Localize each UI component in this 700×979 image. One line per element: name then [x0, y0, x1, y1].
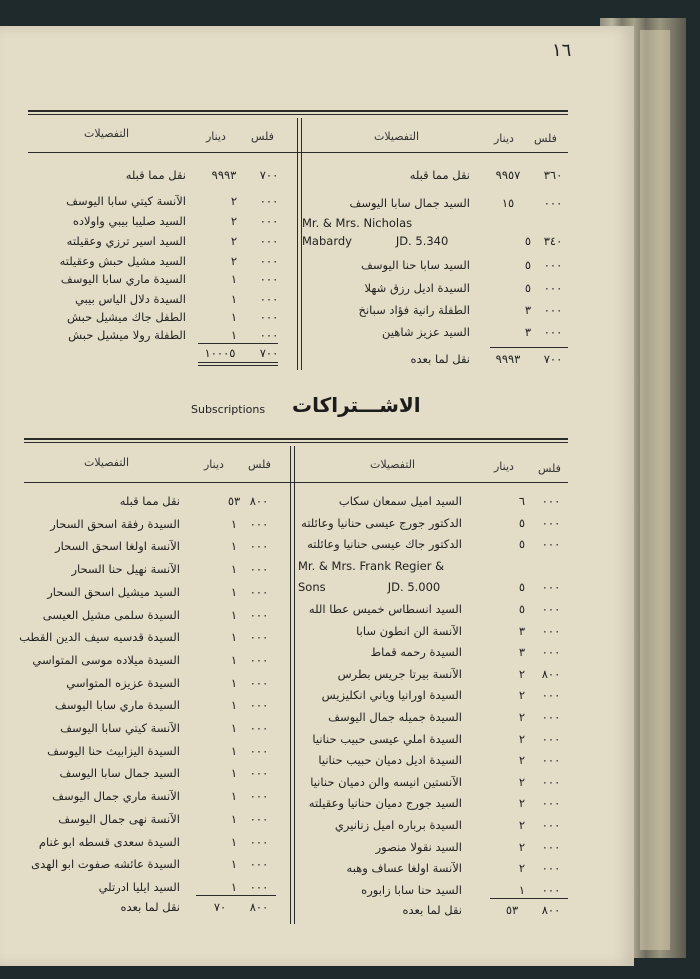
- table-row: [302, 168, 570, 186]
- fils-cell: ٠٠٠: [259, 310, 279, 324]
- dinar-cell: ٢: [518, 731, 526, 746]
- table-row: [296, 818, 568, 836]
- dinar-cell: ١: [230, 743, 238, 758]
- dinar-cell: ١٥: [501, 196, 515, 210]
- table-row: [24, 721, 290, 739]
- detail-cell: السيد جورج دميان حنانيا وعقيلته: [308, 796, 462, 811]
- total-row: [24, 900, 290, 918]
- fils-cell: ٠٠٠: [541, 602, 561, 616]
- table-row: [302, 234, 570, 252]
- detail-cell: السيد حنا سابا زابوره: [361, 882, 462, 897]
- detail-cell: الطفل جاك ميشيل حبش: [66, 310, 186, 324]
- fils-cell: ٠٠٠: [249, 857, 269, 872]
- table-row: [302, 303, 570, 321]
- table-row: [24, 539, 290, 557]
- top-right-dinar-header: دينار: [494, 132, 514, 145]
- table-row: [24, 517, 290, 535]
- table-row: [24, 494, 290, 512]
- detail-cell: السيد اميل سمعان سكاب: [338, 494, 462, 508]
- fils-cell: ٠٠٠: [541, 796, 561, 811]
- detail-cell: السيدة برباره اميل زنانيري: [334, 818, 462, 832]
- bottom-table-divider-a: [290, 446, 291, 924]
- fils-cell: ٣٦٠: [543, 168, 563, 182]
- bottom-table-rule-2: [24, 442, 568, 443]
- table-row: [302, 258, 570, 276]
- fils-cell: ٠٠٠: [249, 766, 269, 781]
- dinar-cell: ١: [230, 272, 238, 286]
- table-row: [302, 196, 570, 214]
- detail-cell: السيدة اديل دميان حبيب حنانيا: [318, 753, 462, 768]
- fils-cell: ٠٠٠: [541, 710, 561, 724]
- fils-cell: ٠٠٠: [541, 494, 561, 508]
- fils-cell: ٠٠٠: [249, 584, 269, 599]
- dinar-cell: ٢: [230, 214, 238, 228]
- table-row: [296, 840, 568, 858]
- table-row: [28, 194, 296, 212]
- fils-cell: ٠٠٠: [249, 562, 269, 577]
- table-row: [296, 602, 568, 620]
- table-row: [296, 775, 568, 793]
- detail-cell: السيدة اديل رزق شهلا: [364, 281, 470, 295]
- detail-cell: الطفلة رانية فؤاد سبانخ: [358, 303, 470, 317]
- dinar-cell: ٢: [518, 861, 526, 876]
- dinar-cell: ٥٣: [505, 903, 519, 917]
- detail-cell: السيدة رحمه قماط: [370, 645, 462, 660]
- dinar-cell: ٥: [524, 234, 532, 248]
- table-row: [296, 667, 568, 685]
- fils-cell: ٠٠٠: [249, 743, 269, 758]
- dinar-cell: ١: [518, 882, 526, 897]
- dinar-cell: ١: [230, 630, 238, 645]
- bottom-right-fils-header: فلس: [538, 462, 561, 475]
- fils-cell: ٠٠٠: [249, 834, 269, 849]
- detail-cell: السيدة سلمى مشيل العيسى: [42, 607, 180, 622]
- table-row: [24, 789, 290, 807]
- detail-cell: الآنسة الن انطون سابا: [356, 623, 462, 638]
- detail-cell: السيد انسطاس خميس عطا الله: [308, 602, 462, 616]
- table-row: [296, 688, 568, 706]
- top-table-rule-2: [28, 114, 568, 115]
- fils-cell: ٠٠٠: [543, 281, 563, 295]
- total-double-rule-2: [198, 365, 278, 366]
- fils-cell: ٠٠٠: [541, 515, 561, 530]
- total-row: [296, 903, 568, 921]
- detail-cell: السيد جمال سابا اليوسف: [59, 766, 180, 781]
- fils-cell: ٠٠٠: [249, 675, 269, 690]
- dinar-cell: ٥: [518, 602, 526, 616]
- table-row: [302, 281, 570, 299]
- bottom-table-rule-1: [24, 438, 568, 440]
- top-left-details-header: التفصيلات: [84, 127, 130, 140]
- dinar-cell: ٥: [518, 515, 526, 530]
- detail-cell: السيد ميشيل اسحق السحار: [47, 584, 180, 599]
- table-row: [296, 494, 568, 512]
- table-row: [28, 292, 296, 310]
- fils-cell: ٨٠٠: [249, 494, 269, 508]
- detail-cell: نقل مما قبله: [119, 494, 180, 508]
- top-table-divider-a: [297, 118, 298, 370]
- fils-cell: ٠٠٠: [249, 539, 269, 554]
- table-row: [296, 796, 568, 814]
- table-row: [28, 214, 296, 232]
- dinar-cell: ١: [230, 766, 238, 781]
- fils-cell: ٨٠٠: [541, 903, 561, 917]
- detail-cell: السيدة ميلاده موسى المتواسي: [32, 652, 180, 667]
- dinar-cell: ٥: [524, 281, 532, 295]
- dinar-cell: ٢: [518, 710, 526, 724]
- fils-cell: ٠٠٠: [249, 811, 269, 826]
- subtotal-rule: [196, 895, 276, 896]
- subtotal-rule: [490, 347, 568, 348]
- dinar-cell: ٥: [518, 580, 526, 595]
- detail-cell: السيد سابا حنا اليوسف: [360, 258, 470, 272]
- detail-cell: السيد ايليا ادرتلي: [98, 879, 180, 894]
- table-row: [296, 861, 568, 879]
- table-row: [28, 254, 296, 272]
- dinar-cell: ٣: [524, 303, 532, 317]
- fils-cell: ٠٠٠: [541, 537, 561, 552]
- fils-cell: ٠٠٠: [541, 688, 561, 703]
- bottom-right-dinar-header: دينار: [494, 460, 514, 473]
- table-row: [24, 608, 290, 626]
- table-row: [28, 310, 296, 328]
- dinar-cell: ٢: [230, 234, 238, 248]
- detail-cell: السيدة رفقة اسحق السحار: [50, 516, 180, 531]
- detail-cell: نقل لما بعده: [402, 903, 462, 917]
- table-row: [296, 645, 568, 663]
- top-right-fils-header: فلس: [534, 132, 557, 145]
- table-row: [24, 585, 290, 603]
- detail-cell: نقل لما بعده: [410, 352, 470, 366]
- fils-cell: ٠٠٠: [259, 272, 279, 286]
- fils-cell: ٠٠٠: [541, 623, 561, 638]
- fils-cell: ٠٠٠: [543, 303, 563, 317]
- detail-cell: السيدة عزيزه المتواسي: [66, 675, 180, 690]
- fils-cell: ٠٠٠: [259, 214, 279, 228]
- fils-cell: ٧٠٠: [259, 346, 279, 360]
- subtotal-rule: [490, 898, 568, 899]
- fils-cell: ٨٠٠: [541, 666, 561, 681]
- fils-cell: ٠٠٠: [543, 325, 563, 339]
- detail-cell: السيد اسير ترزي وعقيلته: [66, 234, 186, 248]
- detail-cell: السيدة دلال الياس بيبي: [75, 292, 186, 306]
- detail-cell: السيد مشيل حبش وعقيلته: [59, 254, 186, 268]
- fils-cell: ٠٠٠: [541, 645, 561, 660]
- fils-cell: ٠٠٠: [541, 839, 561, 854]
- detail-cell: Sons JD. 5.000: [298, 580, 441, 595]
- detail-cell: الآنسة بيرتا جريس بطرس: [337, 666, 462, 681]
- table-row: [28, 168, 296, 186]
- detail-cell: الآنسة كيتي سابا اليوسف: [66, 194, 186, 208]
- fils-cell: ٧٠٠: [259, 168, 279, 182]
- fils-cell: ٠٠٠: [249, 879, 269, 894]
- dinar-cell: ١: [230, 857, 238, 872]
- fils-cell: ٠٠٠: [249, 652, 269, 667]
- dinar-cell: ٥٣: [227, 494, 241, 508]
- detail-cell: نقل لما بعده: [120, 900, 180, 914]
- fils-cell: ٠٠٠: [259, 328, 279, 342]
- detail-cell: السيدة ماري سابا اليوسف: [54, 698, 180, 713]
- dinar-cell: ١: [230, 675, 238, 690]
- fils-cell: ٠٠٠: [541, 882, 561, 897]
- table-row: [296, 559, 568, 577]
- detail-cell: الآنسة اولغا عساف وهبه: [346, 861, 462, 876]
- top-table-rule-1: [28, 110, 568, 112]
- dinar-cell: ٢: [230, 254, 238, 268]
- fils-cell: ٠٠٠: [541, 753, 561, 768]
- table-row: [24, 698, 290, 716]
- table-row: [24, 835, 290, 853]
- dinar-cell: ٦: [518, 494, 526, 508]
- dinar-cell: ١: [230, 879, 238, 894]
- dinar-cell: ٧٠: [213, 900, 227, 914]
- detail-cell: الآنسة نهى جمال اليوسف: [58, 811, 180, 826]
- dinar-cell: ٢: [518, 688, 526, 703]
- detail-cell: السيدة قدسيه سيف الدين القطب: [19, 630, 180, 645]
- dinar-cell: ١: [230, 539, 238, 554]
- dinar-cell: ١: [230, 652, 238, 667]
- table-row: [302, 352, 570, 370]
- dinar-cell: ١٠٠٠٥: [204, 346, 236, 360]
- fils-cell: ٠٠٠: [541, 818, 561, 832]
- dinar-cell: ٣: [518, 645, 526, 660]
- fils-cell: ٠٠٠: [249, 721, 269, 735]
- fils-cell: ٠٠٠: [541, 580, 561, 595]
- dinar-cell: ١: [230, 789, 238, 804]
- dinar-cell: ٢: [518, 774, 526, 789]
- dinar-cell: ٢: [518, 818, 526, 832]
- detail-cell: الآنسة ماري جمال اليوسف: [52, 789, 180, 804]
- table-row: [302, 216, 570, 234]
- dinar-cell: ٣: [524, 325, 532, 339]
- table-row: [19, 630, 290, 648]
- table-row: [296, 732, 568, 750]
- subtotal-rule: [198, 343, 278, 344]
- detail-cell: السيد جمال سابا اليوسف: [349, 196, 470, 210]
- fils-cell: ٨٠٠: [249, 900, 269, 914]
- bottom-left-dinar-header: دينار: [204, 458, 224, 471]
- fils-cell: ٠٠٠: [249, 789, 269, 804]
- detail-cell: السيدة ماري سابا اليوسف: [60, 272, 186, 286]
- table-row: [24, 653, 290, 671]
- fils-cell: ٠٠٠: [541, 861, 561, 876]
- table-row: [296, 753, 568, 771]
- bottom-left-details-header: التفصيلات: [84, 456, 130, 469]
- bottom-table-header-rule: [24, 482, 568, 483]
- detail-cell: Mr. & Mrs. Nicholas: [302, 216, 413, 230]
- section-title-arabic: الاشـــتراكات: [292, 393, 421, 417]
- table-row: [24, 857, 290, 875]
- page-number: ١٦: [552, 40, 572, 61]
- table-row: [296, 580, 568, 598]
- dinar-cell: ٢: [518, 796, 526, 811]
- detail-cell: الآنسة نهيل حنا السحار: [71, 562, 180, 577]
- detail-cell: الدكتور جاك عيسى حنانيا وعائلته: [307, 537, 462, 552]
- detail-cell: السيد صليبا بيبي واولاده: [72, 214, 186, 228]
- table-row: [24, 766, 290, 784]
- bottom-table-divider-b: [294, 446, 295, 924]
- detail-cell: الدكتور جورج عيسى حنانيا وعائلته: [301, 515, 462, 530]
- top-left-fils-header: فلس: [251, 130, 274, 143]
- top-table-header-rule: [28, 152, 568, 153]
- detail-cell: السيدة اليزابيث حنا اليوسف: [47, 743, 180, 758]
- fils-cell: ٠٠٠: [259, 254, 279, 268]
- dinar-cell: ٢: [518, 753, 526, 768]
- dinar-cell: ٩٩٥٧: [495, 168, 521, 182]
- dinar-cell: ٥: [518, 537, 526, 552]
- detail-cell: السيدة عائشه صفوت ابو الهدى: [31, 857, 180, 872]
- dinar-cell: ١: [230, 698, 238, 713]
- detail-cell: Mabardy JD. 5.340: [302, 234, 449, 248]
- detail-cell: السيد نقولا منصور: [375, 839, 462, 854]
- table-row: [28, 234, 296, 252]
- table-row: [24, 562, 290, 580]
- table-row: [24, 744, 290, 762]
- detail-cell: نقل مما قبله: [409, 168, 470, 182]
- detail-cell: السيدة املي عيسى حبيب حنانيا: [312, 731, 462, 746]
- dinar-cell: ١: [230, 584, 238, 599]
- fils-cell: ٠٠٠: [259, 292, 279, 306]
- fils-cell: ٠٠٠: [541, 774, 561, 789]
- table-row: [296, 516, 568, 534]
- table-row: [24, 676, 290, 694]
- fils-cell: ٠٠٠: [249, 630, 269, 645]
- fils-cell: ٠٠٠: [249, 516, 269, 531]
- dinar-cell: ٢: [230, 194, 238, 208]
- fils-cell: ٠٠٠: [249, 698, 269, 713]
- dinar-cell: ٩٩٩٣: [211, 168, 237, 182]
- dinar-cell: ٣: [518, 623, 526, 638]
- fils-cell: ٠٠٠: [259, 194, 279, 208]
- detail-cell: السيدة سعدى قسطه ابو غنام: [38, 834, 180, 849]
- dinar-cell: ١: [230, 516, 238, 531]
- dinar-cell: ٢: [518, 839, 526, 854]
- dinar-cell: ٥: [524, 258, 532, 272]
- table-row: [24, 812, 290, 830]
- detail-cell: الآنسة كيتي سابا اليوسف: [60, 721, 180, 735]
- fils-cell: ٠٠٠: [259, 234, 279, 248]
- dinar-cell: ٢: [518, 666, 526, 681]
- fils-cell: ٠٠٠: [543, 196, 563, 210]
- detail-cell: Mr. & Mrs. Frank Regier &: [298, 558, 445, 573]
- page-edges: [640, 30, 670, 950]
- section-title-english: Subscriptions: [191, 403, 266, 416]
- fils-cell: ٧٠٠: [543, 352, 563, 366]
- detail-cell: السيدة جميله جمال اليوسف: [328, 710, 462, 724]
- fils-cell: ٣٤٠: [543, 234, 563, 248]
- dinar-cell: ١: [230, 721, 238, 735]
- fils-cell: ٠٠٠: [543, 258, 563, 272]
- bottom-left-fils-header: فلس: [248, 458, 271, 471]
- detail-cell: نقل مما قبله: [125, 168, 186, 182]
- dinar-cell: ١: [230, 328, 238, 342]
- dinar-cell: ١: [230, 811, 238, 826]
- total-double-rule-1: [198, 362, 278, 363]
- detail-cell: الآنسة اولغا اسحق السحار: [55, 539, 180, 554]
- dinar-cell: ١: [230, 310, 238, 324]
- fils-cell: ٠٠٠: [249, 607, 269, 622]
- top-right-details-header: التفصيلات: [374, 130, 420, 143]
- table-row: [296, 710, 568, 728]
- detail-cell: السيدة اورانيا وياني انكليزيس: [321, 688, 462, 703]
- dinar-cell: ١: [230, 607, 238, 622]
- top-left-dinar-header: دينار: [206, 130, 226, 143]
- table-row: [302, 325, 570, 343]
- table-row: [296, 624, 568, 642]
- dinar-cell: ٩٩٩٣: [495, 352, 521, 366]
- detail-cell: الآنستين انيسه والن دميان حنانيا: [310, 774, 462, 789]
- fils-cell: ٠٠٠: [541, 731, 561, 746]
- table-row: [296, 537, 568, 555]
- dinar-cell: ١: [230, 292, 238, 306]
- detail-cell: السيد عزيز شاهين: [382, 325, 470, 339]
- bottom-right-details-header: التفصيلات: [370, 458, 416, 471]
- table-row: [28, 272, 296, 290]
- dinar-cell: ١: [230, 834, 238, 849]
- dinar-cell: ١: [230, 562, 238, 577]
- detail-cell: الطفلة رولا ميشيل حبش: [68, 328, 186, 342]
